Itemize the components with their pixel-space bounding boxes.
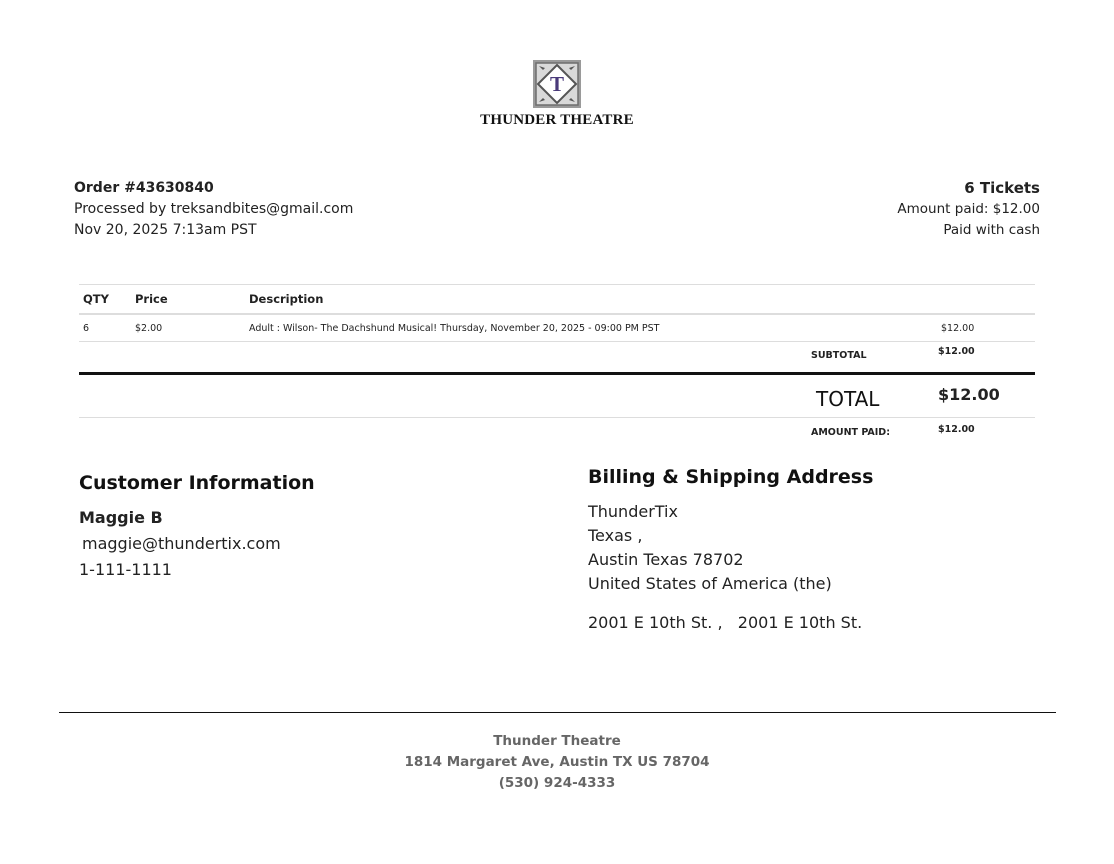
total-row [79, 375, 1035, 418]
order-date: Nov 20, 2025 7:13am PST [74, 222, 257, 238]
billing-city: Austin Texas 78702 [588, 550, 744, 569]
billing-heading: Billing & Shipping Address [588, 466, 874, 488]
processed-by: Processed by treksandbites@gmail.com [74, 201, 354, 217]
ticket-count: 6 Tickets [964, 179, 1040, 197]
row-qty: 6 [79, 314, 135, 342]
items-table [79, 284, 1035, 342]
table-row [79, 314, 1035, 342]
footer [0, 731, 1114, 794]
billing-address [588, 466, 873, 632]
col-spacer [814, 285, 941, 315]
col-amount [941, 285, 1035, 315]
customer-information [79, 472, 315, 583]
amount-paid-summary: Amount paid: $12.00 [897, 201, 1040, 217]
payment-method: Paid with cash [943, 222, 1040, 238]
subtotal-row [79, 341, 1035, 375]
amount-paid-label: AMOUNT PAID: [811, 427, 890, 438]
row-price: $2.00 [135, 314, 249, 342]
total-label: TOTAL [816, 387, 880, 411]
customer-email: maggie@thundertix.com [82, 534, 281, 553]
billing-street: 2001 E 10th St. , 2001 E 10th St. [588, 613, 863, 632]
logo-letter: T [549, 72, 565, 96]
row-description: Adult : Wilson- The Dachshund Musical! Thursday, November 20, 2025 - 09:00 PM PST [249, 314, 814, 342]
total-value: $12.00 [938, 385, 1000, 404]
subtotal-label: SUBTOTAL [811, 350, 867, 361]
theatre-logo-icon [531, 58, 583, 110]
footer-phone: (530) 924-4333 [498, 775, 616, 791]
col-qty: QTY [79, 285, 135, 315]
brand-name: THUNDER THEATRE [480, 112, 634, 128]
billing-country: United States of America (the) [588, 574, 832, 593]
order-number: Order #43630840 [74, 180, 214, 196]
customer-name: Maggie B [79, 508, 163, 527]
order-info [74, 178, 353, 241]
header [0, 58, 1114, 129]
row-amount: $12.00 [941, 314, 1035, 342]
col-description: Description [249, 285, 814, 315]
customer-heading: Customer Information [79, 472, 315, 494]
billing-company: ThunderTix [588, 502, 678, 521]
footer-name: Thunder Theatre [493, 733, 621, 749]
payment-summary [897, 178, 1040, 241]
billing-state: Texas , [588, 526, 643, 545]
amount-paid-value: $12.00 [938, 424, 975, 435]
col-price: Price [135, 285, 249, 315]
footer-divider [59, 712, 1056, 713]
subtotal-value: $12.00 [938, 346, 975, 357]
customer-phone: 1-111-1111 [79, 560, 172, 579]
table-header-row [79, 285, 1035, 315]
footer-address: 1814 Margaret Ave, Austin TX US 78704 [404, 754, 710, 770]
